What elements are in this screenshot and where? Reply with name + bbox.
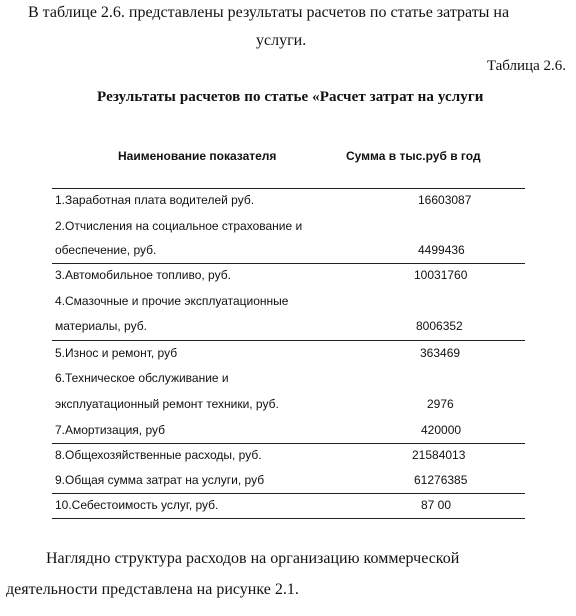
- table-row-value: 8006352: [416, 319, 463, 333]
- table-number: Таблица 2.6.: [486, 58, 566, 74]
- table-divider: [52, 340, 525, 341]
- table-row-value: 61276385: [414, 473, 468, 487]
- table-row-label: материалы, руб.: [55, 319, 147, 333]
- table-row-value: 363469: [420, 346, 461, 360]
- table-title: Результаты расчетов по статье «Расчет затрат на услуги: [97, 89, 484, 105]
- table-row-label: 6.Техническое обслуживание и: [55, 371, 229, 385]
- table-divider: [52, 443, 525, 444]
- table-row-value: 4499436: [418, 243, 465, 257]
- table-row-value: 87 00: [421, 498, 452, 512]
- column-header-name: Наименование показателя: [118, 149, 277, 163]
- table-divider: [52, 188, 525, 189]
- table-row-value: 21584013: [412, 448, 466, 462]
- table-row-value: 10031760: [414, 268, 468, 282]
- table-row-label: 1.Заработная плата водителей руб.: [55, 193, 255, 207]
- paragraph-line-1: Наглядно структура расходов на организацию коммерческой: [46, 550, 460, 567]
- table-divider: [52, 263, 525, 264]
- table-row-label: 2.Отчисления на социальное страхование и: [55, 219, 303, 233]
- column-header-value: Сумма в тыс.руб в год: [346, 149, 481, 163]
- table-row-label: 8.Общехозяйственные расходы, руб.: [55, 448, 262, 462]
- table-row-label: 5.Износ и ремонт, руб: [55, 346, 178, 360]
- table-row-value: 2976: [427, 397, 454, 411]
- table-row-label: 10.Себестоимость услуг, руб.: [55, 498, 219, 512]
- table-row-label: обеспечение, руб.: [55, 243, 157, 257]
- table-row-label: 4.Смазочные и прочие эксплуатационные: [55, 294, 289, 308]
- table-divider: [52, 493, 525, 494]
- intro-line-1: В таблице 2.6. представлены результаты расчетов по статье затраты на: [28, 4, 510, 21]
- table-row-label: 3.Автомобильное топливо, руб.: [55, 268, 231, 282]
- table-row-value: 420000: [421, 423, 462, 437]
- table-row-label: 7.Амортизация, руб: [55, 423, 166, 437]
- table-row-label: эксплуатационный ремонт техники, руб.: [55, 397, 279, 411]
- paragraph-line-2: деятельности представлена на рисунке 2.1.: [6, 581, 299, 598]
- table-divider: [52, 518, 525, 519]
- intro-line-2: услуги.: [256, 32, 307, 49]
- table-row-label: 9.Общая сумма затрат на услуги, руб: [55, 473, 265, 487]
- table-row-value: 16603087: [418, 193, 472, 207]
